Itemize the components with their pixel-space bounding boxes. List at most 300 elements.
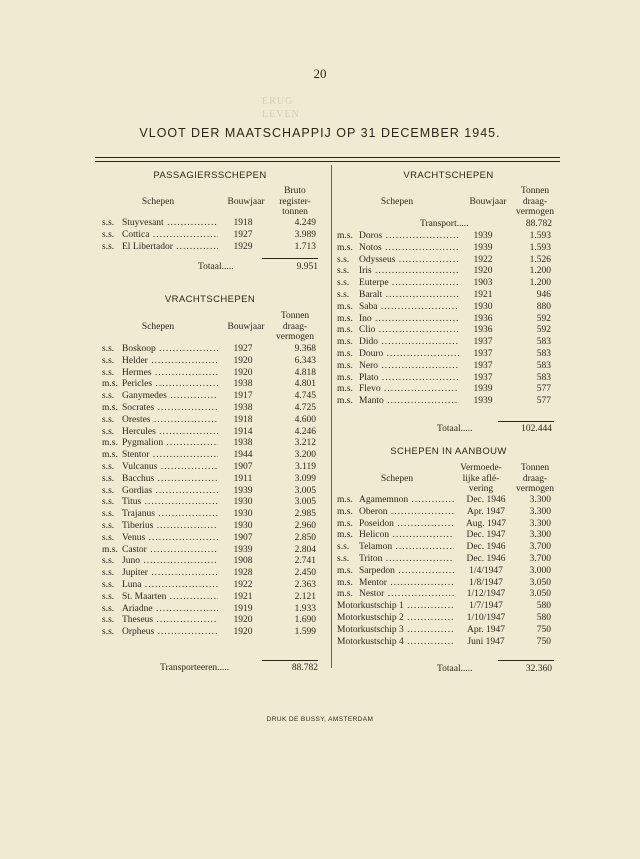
tonnage: 4.745 [294, 391, 316, 402]
ship-name: Stentor ..... [122, 450, 218, 462]
build-year: 1914 [233, 426, 253, 437]
ship-name: Titus ..... [122, 497, 218, 509]
tonnage: 3.700 [529, 553, 551, 564]
tonnage: 583 [536, 337, 551, 348]
tonnage: 1.593 [529, 231, 551, 241]
build-year: 1937 [473, 337, 493, 348]
table-row [337, 243, 555, 255]
ship-name: Notos ..... [359, 243, 459, 255]
double-rule-bottom [95, 161, 560, 162]
total-label: Totaal..... [437, 664, 473, 674]
ship-type-prefix: s.s. [102, 520, 115, 531]
ship-type-prefix: s.s. [102, 355, 115, 366]
ship-name: Ganymedes ..... [122, 391, 218, 403]
tonnage: 3.300 [529, 506, 551, 517]
ship-name: Baralt ..... [359, 290, 459, 302]
build-year: 1907 [233, 532, 253, 543]
build-year: 1938 [233, 379, 253, 390]
ship-type-prefix: s.s. [102, 556, 115, 567]
tonnage: 1.599 [294, 627, 316, 638]
ship-name: Euterpe ..... [359, 278, 459, 290]
table-row [337, 384, 555, 396]
ship-name: Poseidon ..... [359, 519, 454, 531]
table-row [102, 533, 324, 545]
ship-type-prefix: m.s. [337, 495, 353, 505]
ship-type-prefix: s.s. [102, 218, 115, 228]
table-row [102, 242, 324, 254]
ship-type-prefix: m.s. [337, 231, 353, 241]
ship-name: Triton ..... [359, 554, 454, 566]
table-row [337, 302, 555, 314]
col-header-ship: Schepen [380, 474, 414, 484]
tonnage: 1.200 [529, 266, 551, 277]
ship-name: Venus ..... [122, 533, 218, 545]
total-value: 32.360 [525, 664, 552, 674]
page-number: 20 [313, 66, 327, 81]
ship-type-prefix: s.s. [102, 414, 115, 425]
table-row [337, 255, 555, 267]
table-row [337, 566, 555, 578]
table-row [337, 542, 555, 554]
tonnage: 3.005 [294, 485, 316, 496]
ship-type-prefix: s.s. [337, 266, 350, 277]
tonnage: 4.818 [294, 367, 316, 378]
tonnage: 577 [536, 384, 551, 395]
transport-value: 88.782 [525, 219, 552, 229]
build-year: 1937 [473, 348, 493, 359]
tonnage: 3.050 [529, 577, 551, 588]
table-row [337, 601, 555, 613]
section-heading-vrachtschepen: VRACHTSCHEPEN [164, 294, 256, 305]
tonnage: 2.363 [294, 579, 316, 590]
table-row [102, 521, 324, 533]
tonnage: 3.300 [529, 530, 551, 541]
sum-rule [498, 660, 554, 661]
build-year: 1930 [233, 520, 253, 531]
delivery-date: 1/7/1947 [469, 601, 503, 612]
delivery-date: Dec. 1946 [466, 553, 506, 564]
table-row [102, 230, 324, 242]
build-year: 1937 [473, 372, 493, 383]
ship-type-prefix: s.s. [102, 579, 115, 590]
table-row [102, 450, 324, 462]
col-header-tons: Bruto register- tonnen [279, 186, 311, 217]
build-year: 1921 [233, 591, 253, 602]
ship-name: Plato ..... [359, 373, 459, 385]
tonnage: 3.700 [529, 542, 551, 553]
table-row [102, 497, 324, 509]
ship-type-prefix: m.s. [337, 301, 353, 312]
tonnage: 4.725 [294, 402, 316, 413]
table-row [102, 580, 324, 592]
table-row [337, 349, 555, 361]
ship-type-prefix: s.s. [102, 229, 115, 240]
transport-label: Transport..... [420, 219, 469, 229]
ship-name: Hercules ..... [122, 427, 218, 439]
section-heading-passagiersschepen: PASSAGIERSSCHEPEN [153, 170, 267, 181]
ship-name: Oberon ..... [359, 507, 454, 519]
tonnage: 592 [536, 325, 551, 336]
ship-type-prefix: m.s. [337, 565, 353, 576]
col-header-ship: Schepen [141, 197, 175, 207]
ship-name: Clio ..... [359, 325, 459, 337]
tonnage: 2.741 [294, 556, 316, 567]
tonnage: 3.119 [294, 461, 316, 472]
tonnage: 1.200 [529, 278, 551, 289]
table-vrachtschepen-right [337, 231, 555, 408]
table-row [102, 604, 324, 616]
build-year: 1920 [233, 367, 253, 378]
ship-name: Motorkustschip 2 ..... [337, 613, 454, 625]
ship-name: Ino ..... [359, 314, 459, 326]
ship-type-prefix: m.s. [337, 242, 353, 253]
build-year: 1920 [233, 355, 253, 366]
ship-type-prefix: m.s. [102, 438, 118, 449]
printer-imprint: DRUK DE BUSSY, AMSTERDAM [266, 716, 374, 723]
ship-name: Sarpedon ..... [359, 566, 454, 578]
build-year: 1936 [473, 325, 493, 336]
bleed-through-mark: ERUG [262, 96, 294, 107]
table-row [337, 266, 555, 278]
ship-name: Hermes ..... [122, 368, 218, 380]
build-year: 1918 [233, 414, 253, 425]
ship-type-prefix: m.s. [102, 544, 118, 555]
delivery-date: Dec. 1947 [466, 530, 506, 541]
table-row [337, 314, 555, 326]
table-row [102, 545, 324, 557]
col-header-ship: Schepen [141, 322, 175, 332]
tonnage: 1.526 [529, 254, 551, 265]
double-rule-top [95, 157, 560, 158]
build-year: 1908 [233, 556, 253, 567]
sum-rule [262, 660, 318, 661]
build-year: 1917 [233, 391, 253, 402]
table-row [337, 495, 555, 507]
section-heading-aanbouw: SCHEPEN IN AANBOUW [390, 446, 507, 457]
tonnage: 583 [536, 360, 551, 371]
ship-name: Socrates ..... [122, 403, 218, 415]
ship-type-prefix: s.s. [337, 542, 350, 553]
tonnage: 3.005 [294, 497, 316, 508]
delivery-date: Dec. 1946 [466, 542, 506, 553]
delivery-date: Dec. 1946 [466, 495, 506, 505]
tonnage: 583 [536, 348, 551, 359]
build-year: 1938 [233, 438, 253, 449]
build-year: 1937 [473, 360, 493, 371]
tonnage: 583 [536, 372, 551, 383]
ship-name: Stuyvesant ..... [122, 218, 218, 230]
table-row [102, 462, 324, 474]
tonnage: 9.368 [294, 344, 316, 354]
ship-type-prefix: s.s. [337, 289, 350, 300]
table-aanbouw [337, 495, 555, 648]
build-year: 1938 [233, 402, 253, 413]
table-row [102, 509, 324, 521]
table-row [337, 519, 555, 531]
ship-type-prefix: s.s. [102, 473, 115, 484]
ship-type-prefix: s.s. [102, 497, 115, 508]
table-row [102, 556, 324, 568]
col-header-year: Bouwjaar [469, 197, 507, 207]
delivery-date: 1/10/1947 [466, 612, 506, 623]
ship-type-prefix: m.s. [337, 530, 353, 541]
ship-name: Motorkustschip 1 ..... [337, 601, 454, 613]
tonnage: 577 [536, 396, 551, 407]
tonnage: 4.600 [294, 414, 316, 425]
ship-name: Saba ..... [359, 302, 459, 314]
ship-name: Doros ..... [359, 231, 459, 243]
ship-type-prefix: s.s. [337, 254, 350, 265]
table-row [102, 592, 324, 604]
ship-name: Dido ..... [359, 337, 459, 349]
table-row [102, 379, 324, 391]
tonnage: 592 [536, 313, 551, 324]
ship-type-prefix: s.s. [102, 509, 115, 520]
table-row [337, 396, 555, 408]
build-year: 1920 [233, 627, 253, 638]
ship-type-prefix: m.s. [102, 402, 118, 413]
table-row [337, 578, 555, 590]
table-passagiersschepen [102, 218, 324, 253]
ship-name: Theseus ..... [122, 615, 218, 627]
col-header-year: Bouwjaar [227, 322, 265, 332]
ship-type-prefix: m.s. [102, 450, 118, 461]
build-year: 1929 [233, 241, 253, 252]
ship-name: Manto ..... [359, 396, 459, 408]
build-year: 1939 [233, 544, 253, 555]
ship-type-prefix: m.s. [337, 313, 353, 324]
table-row [337, 507, 555, 519]
table-row [337, 290, 555, 302]
col-header-tons: Tonnen draag- vermogen [516, 186, 554, 217]
table-row [337, 337, 555, 349]
ship-type-prefix: m.s. [337, 372, 353, 383]
ship-type-prefix: s.s. [102, 627, 115, 638]
table-row [337, 554, 555, 566]
build-year: 1911 [233, 473, 253, 484]
ship-name: Douro ..... [359, 349, 459, 361]
tonnage: 750 [536, 624, 551, 635]
tonnage: 4.246 [294, 426, 316, 437]
ship-name: Juno ..... [122, 556, 218, 568]
ship-name: Motorkustschip 4 ..... [337, 637, 454, 649]
tonnage: 3.212 [294, 438, 316, 449]
tonnage: 580 [536, 612, 551, 623]
tonnage: 750 [536, 636, 551, 647]
tonnage: 2.850 [294, 532, 316, 543]
table-row [102, 474, 324, 486]
delivery-date: Apr. 1947 [467, 506, 505, 517]
tonnage: 2.985 [294, 509, 316, 520]
build-year: 1939 [473, 396, 493, 407]
table-row [337, 589, 555, 601]
build-year: 1927 [233, 229, 253, 240]
tonnage: 3.200 [294, 450, 316, 461]
tonnage: 4.249 [294, 218, 316, 228]
build-year: 1922 [233, 579, 253, 590]
ship-name: Castor ..... [122, 545, 218, 557]
build-year: 1907 [233, 461, 253, 472]
ship-type-prefix: m.s. [337, 337, 353, 348]
table-row [102, 403, 324, 415]
tonnage: 580 [536, 601, 551, 612]
ship-type-prefix: s.s. [102, 485, 115, 496]
build-year: 1939 [233, 485, 253, 496]
bleed-through-mark: LEVEN [262, 109, 300, 120]
col-header-ship: Schepen [380, 197, 414, 207]
table-row [102, 391, 324, 403]
build-year: 1927 [233, 344, 253, 354]
ship-name: Vulcanus ..... [122, 462, 218, 474]
table-vrachtschepen-left [102, 344, 324, 639]
table-row [102, 568, 324, 580]
total-label: Totaal..... [198, 262, 234, 272]
ship-name: Tiberius ..... [122, 521, 218, 533]
ship-name: Iris ..... [359, 266, 459, 278]
ship-name: Cottica ..... [122, 230, 218, 242]
build-year: 1918 [233, 218, 253, 228]
table-row [102, 427, 324, 439]
transport-value: 88.782 [291, 663, 318, 673]
ship-type-prefix: m.s. [337, 589, 353, 600]
ship-name: Ariadne ..... [122, 604, 218, 616]
build-year: 1936 [473, 313, 493, 324]
table-row [102, 415, 324, 427]
ship-name: Bacchus ..... [122, 474, 218, 486]
ship-type-prefix: s.s. [102, 344, 115, 354]
ship-type-prefix: s.s. [102, 461, 115, 472]
ship-name: Jupiter ..... [122, 568, 218, 580]
tonnage: 3.300 [529, 518, 551, 529]
table-row [337, 373, 555, 385]
ship-name: St. Maarten ..... [122, 592, 218, 604]
table-row [102, 627, 324, 639]
ship-name: Nero ..... [359, 361, 459, 373]
ship-name: Nestor ..... [359, 589, 454, 601]
ship-name: Pygmalion ..... [122, 438, 218, 450]
table-row [102, 356, 324, 368]
table-row [102, 344, 324, 356]
delivery-date: Juni 1947 [467, 636, 505, 647]
ship-name: Orestes ..... [122, 415, 218, 427]
build-year: 1930 [473, 301, 493, 312]
tonnage: 1.593 [529, 242, 551, 253]
tonnage: 3.050 [529, 589, 551, 600]
table-row [337, 613, 555, 625]
ship-name: Flevo ..... [359, 384, 459, 396]
table-row [102, 486, 324, 498]
ship-name: El Libertador ..... [122, 242, 218, 254]
table-row [337, 530, 555, 542]
table-row [337, 325, 555, 337]
delivery-date: 1/8/1947 [469, 577, 503, 588]
tonnage: 3.099 [294, 473, 316, 484]
tonnage: 4.801 [294, 379, 316, 390]
column-divider [331, 165, 332, 668]
ship-type-prefix: m.s. [337, 518, 353, 529]
tonnage: 1.690 [294, 615, 316, 626]
tonnage: 1.713 [294, 241, 316, 252]
tonnage: 946 [536, 289, 551, 300]
tonnage: 3.989 [294, 229, 316, 240]
ship-name: Boskoop ..... [122, 344, 218, 356]
ship-type-prefix: s.s. [102, 367, 115, 378]
tonnage: 880 [536, 301, 551, 312]
build-year: 1944 [233, 450, 253, 461]
page-title: VLOOT DER MAATSCHAPPIJ OP 31 DECEMBER 1945. [139, 126, 501, 140]
ship-type-prefix: s.s. [102, 615, 115, 626]
ship-name: Luna ..... [122, 580, 218, 592]
ship-name: Agamemnon ..... [359, 495, 454, 507]
tonnage: 2.121 [294, 591, 316, 602]
total-label: Totaal..... [437, 424, 473, 434]
total-value: 102.444 [521, 424, 552, 434]
ship-type-prefix: m.s. [337, 384, 353, 395]
ship-type-prefix: m.s. [337, 325, 353, 336]
tonnage: 1.933 [294, 603, 316, 614]
ship-name: Gordias ..... [122, 486, 218, 498]
ship-type-prefix: s.s. [102, 241, 115, 252]
build-year: 1930 [233, 509, 253, 520]
ship-type-prefix: m.s. [337, 396, 353, 407]
table-row [102, 438, 324, 450]
ship-name: Trajanus ..... [122, 509, 218, 521]
ship-type-prefix: s.s. [102, 603, 115, 614]
build-year: 1920 [473, 266, 493, 277]
ship-type-prefix: s.s. [102, 591, 115, 602]
ship-type-prefix: s.s. [102, 391, 115, 402]
build-year: 1939 [473, 384, 493, 395]
build-year: 1920 [233, 615, 253, 626]
build-year: 1903 [473, 278, 493, 289]
delivery-date: Apr. 1947 [467, 624, 505, 635]
table-row [337, 231, 555, 243]
build-year: 1928 [233, 568, 253, 579]
table-row [102, 615, 324, 627]
ship-name: Helicon ..... [359, 530, 454, 542]
table-row [337, 278, 555, 290]
delivery-date: 1/4/1947 [469, 565, 503, 576]
build-year: 1919 [233, 603, 253, 614]
ship-name: Pericles ..... [122, 379, 218, 391]
tonnage: 3.300 [529, 495, 551, 505]
total-value: 9.951 [296, 262, 318, 272]
ship-name: Mentor ..... [359, 578, 454, 590]
tonnage: 2.960 [294, 520, 316, 531]
build-year: 1921 [473, 289, 493, 300]
ship-type-prefix: s.s. [102, 532, 115, 543]
sum-rule [262, 258, 318, 259]
ship-name: Odysseus ..... [359, 255, 459, 267]
section-heading-vrachtschepen: VRACHTSCHEPEN [403, 170, 494, 181]
transport-label: Transporteeren..... [160, 663, 230, 673]
table-row [102, 218, 324, 230]
build-year: 1922 [473, 254, 493, 265]
col-header-tons: Tonnen draag- vermogen [516, 463, 554, 494]
ship-name: Orpheus ..... [122, 627, 218, 639]
delivery-date: 1/12/1947 [466, 589, 506, 600]
table-row [337, 625, 555, 637]
ship-name: Motorkustschip 3 ..... [337, 625, 454, 637]
build-year: 1939 [473, 231, 493, 241]
build-year: 1939 [473, 242, 493, 253]
tonnage: 2.450 [294, 568, 316, 579]
ship-type-prefix: m.s. [337, 506, 353, 517]
ship-type-prefix: m.s. [102, 379, 118, 390]
sum-rule [498, 421, 554, 422]
table-row [337, 361, 555, 373]
table-row [337, 637, 555, 649]
